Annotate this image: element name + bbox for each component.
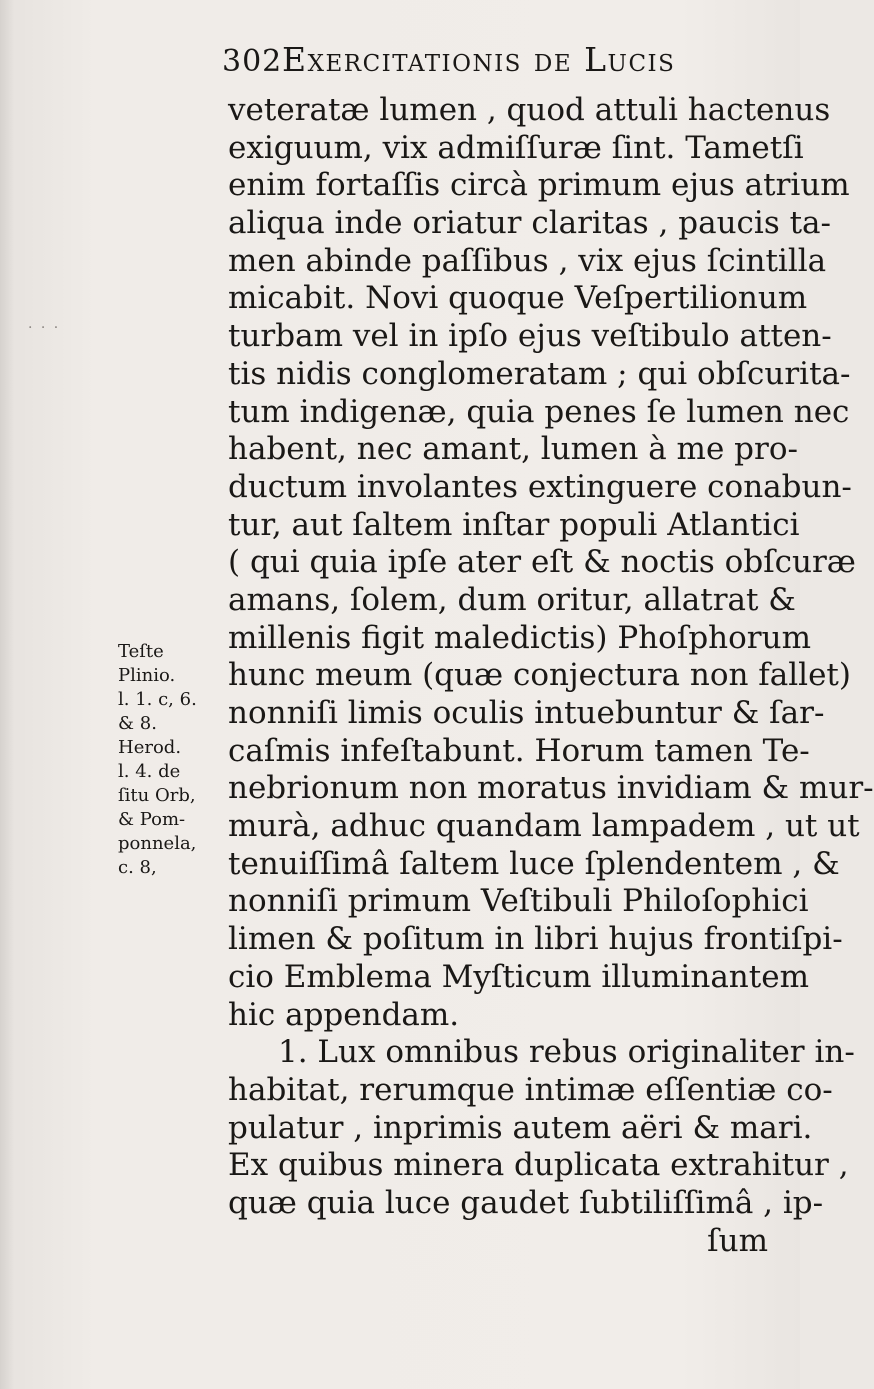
text-line: limen & poſitum in libri hujus frontiſpi-	[228, 921, 843, 958]
running-title: Exercitationis de Lucis	[282, 40, 676, 79]
text-line: quæ quia luce gaudet ſubtiliſſimâ , ip-	[228, 1184, 824, 1221]
text-line: ( qui quia ipſe ater eſt & noctis obſcuræ	[228, 544, 856, 581]
marginal-line: ſitu Orb,	[118, 785, 196, 806]
text-line: amans, ſolem, dum oritur, allatrat &	[228, 581, 796, 618]
stray-ink-mark: · · ·	[28, 320, 61, 336]
text-line: hic appendam.	[228, 996, 460, 1033]
text-line: hunc meum (quæ conjectura non fallet)	[228, 657, 851, 694]
text-line: pulatur , inprimis autem aëri & mari.	[228, 1109, 813, 1146]
text-line: murà, adhuc quandam lampadem , ut ut	[228, 808, 860, 845]
text-line: nonniſi limis oculis intuebuntur & ſar-	[228, 695, 825, 731]
text-line: tenuiſſimâ ſaltem luce ſplendentem , &	[228, 845, 840, 882]
text-line: millenis figit maledictis) Phoſphorum	[228, 619, 811, 656]
text-line: caſmis infeſtabunt. Horum tamen Te-	[228, 732, 810, 769]
catchword: ſum	[707, 1222, 768, 1259]
text-line: habitat, rerumque intimæ eſſentiæ co-	[228, 1071, 833, 1108]
marginal-line: & Pom-	[118, 809, 186, 830]
text-line: micabit. Novi quoque Veſpertilionum	[228, 280, 808, 317]
section-start-line: 1. Lux omnibus rebus originaliter in-	[278, 1034, 855, 1071]
marginal-line: Plinio.	[118, 665, 176, 686]
marginal-line: l. 1. c, 6.	[118, 689, 197, 710]
text-line: nonniſi primum Veſtibuli Philoſophici	[228, 883, 809, 920]
text-line: ductum involantes extinguere conabun-	[228, 468, 852, 505]
running-header	[222, 40, 782, 90]
text-line: tur, aut ſaltem inſtar populi Atlantici	[228, 506, 800, 543]
marginal-line: & 8.	[118, 713, 157, 734]
text-line: tis nidis conglomeratam ; qui obſcurita-	[228, 355, 851, 392]
marginal-line: Herod.	[118, 737, 182, 758]
text-line: men abinde paſſibus , vix ejus ſcintilla	[228, 242, 827, 279]
main-text-block	[228, 92, 874, 1260]
page-gutter-shadow	[0, 0, 14, 1389]
text-line: cio Emblema Myſticum illuminantem	[228, 958, 809, 995]
text-line: Ex quibus minera duplicata extrahitur ,	[228, 1147, 849, 1184]
text-line: turbam vel in ipſo ejus veſtibulo atten-	[228, 318, 832, 355]
text-line: exiguum, vix admiſſuræ ſint. Tametſi	[228, 129, 804, 166]
text-line: aliqua inde oriatur claritas , paucis ta-	[228, 205, 832, 242]
text-line: enim fortaſſis circà primum ejus atrium	[228, 167, 850, 204]
page-number: 302	[222, 44, 283, 79]
marginal-citation	[118, 640, 228, 880]
text-line: habent, nec amant, lumen à me pro-	[228, 431, 798, 468]
marginal-line: ponnela,	[118, 833, 197, 854]
text-line: veteratæ lumen , quod attuli hactenus	[228, 92, 831, 128]
text-line: tum indigenæ, quia penes ſe lumen nec	[228, 393, 850, 430]
marginal-line: c. 8,	[118, 857, 157, 878]
text-line: nebrionum non moratus invidiam & mur-	[228, 770, 874, 807]
marginal-line: Teſte	[118, 641, 164, 662]
marginal-line: l. 4. de	[118, 761, 181, 782]
